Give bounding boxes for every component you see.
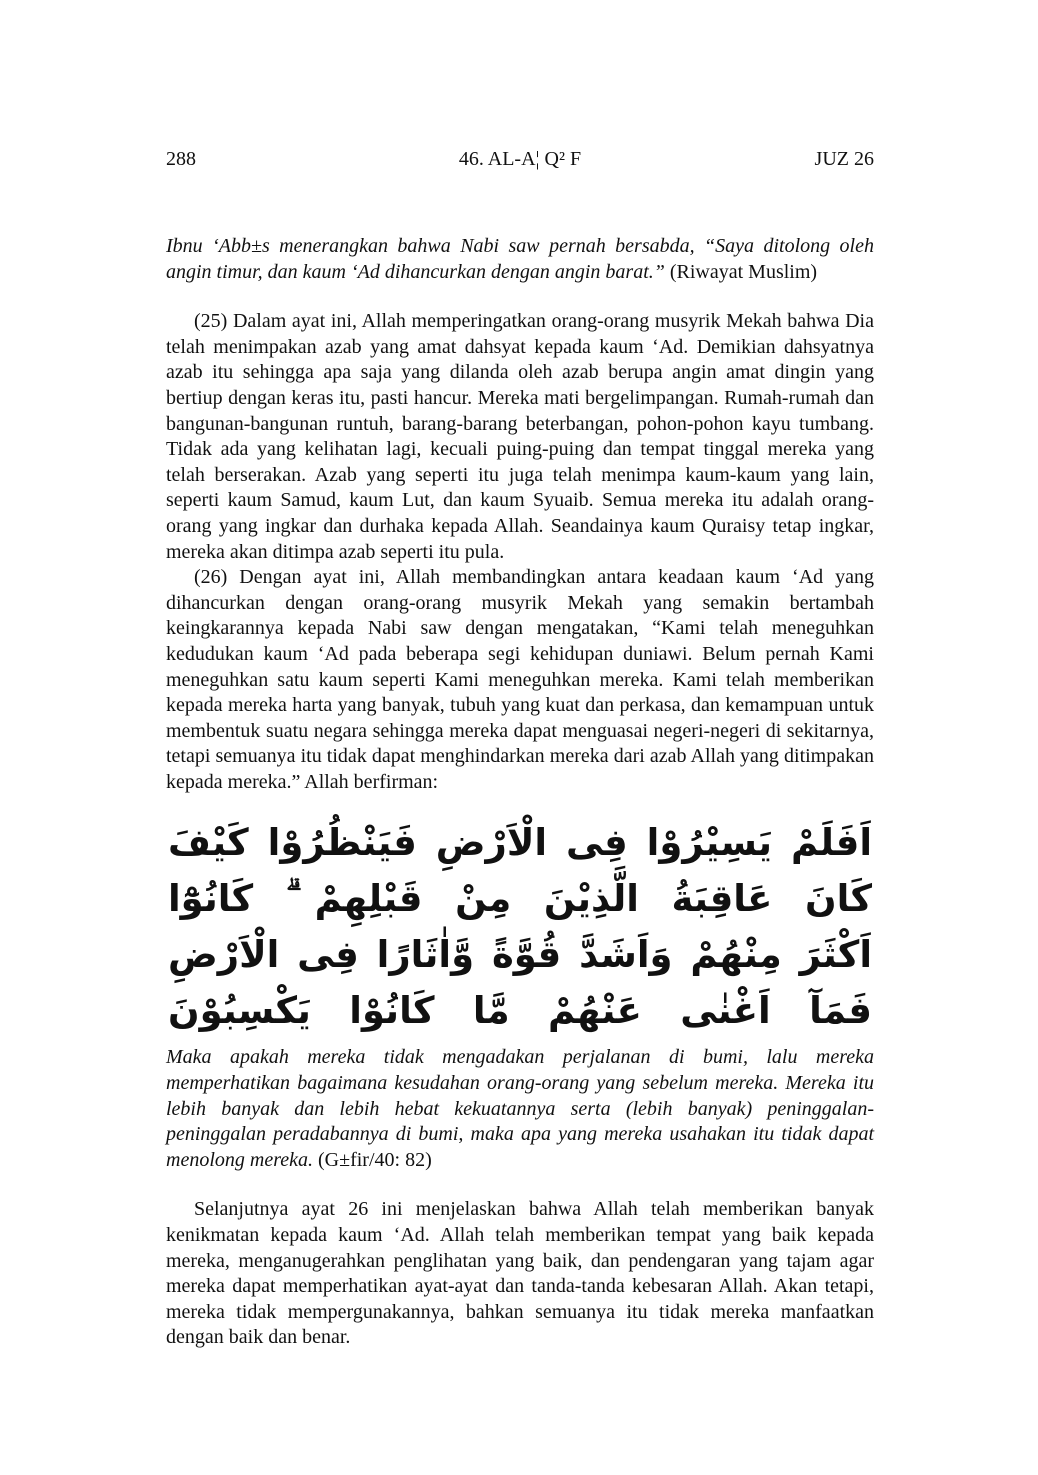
translation-source: (G±fir/40: 82) bbox=[313, 1148, 432, 1171]
paragraph-25: (25) Dalam ayat ini, Allah memperingatkan orang-orang musyrik Mekah bahwa Dia telah menimpakan azab yang amat dahsyat kepada kaum ‘Ad. Demikian dahsyatnya azab itu sehingga apa saja yang dilanda oleh azab berupa angin amat dingin yang bertiup dengan keras itu, pasti hancur. Mereka mati bergelimpangan. Rumah-rumah dan bangunan-bangunan runtuh, barang-barang beterbangan, pohon-pohon kayu tumbang. Tidak ada yang kelihatan lagi, kecuali puing-puing dan tempat tinggal mereka yang telah berserakan. Azab yang seperti itu juga telah menimpa kaum-kaum yang lain, seperti kaum Samud, kaum Lut, dan kaum Syuaib. Semua mereka itu adalah orang-orang yang ingkar dan durhaka kepada Allah. Seandainya kaum Quraisy tetap ingkar, mereka akan ditimpa azab seperti itu pula. bbox=[166, 310, 874, 563]
arabic-verse bbox=[166, 815, 874, 1039]
surah-title: 46. AL-A¦ Q² F bbox=[458, 148, 582, 170]
hadith-paragraph bbox=[166, 234, 874, 285]
translation-text: Maka apakah mereka tidak mengadakan perjalanan di bumi, lalu mereka memperhatikan bagaimana kesudahan orang-orang yang sebelum mereka. Mereka itu lebih banyak dan lebih hebat kekuatannya serta (lebih banyak) peninggalan-peninggalan peradabannya di bumi, maka apa yang mereka usahakan itu tidak dapat menolong mereka. bbox=[166, 1046, 874, 1171]
hadith-text: Ibnu ‘Abb±s menerangkan bahwa Nabi saw pernah bersabda, “Saya ditolong oleh angin timur, dan kaum ‘Ad dihancurkan dengan angin barat.” bbox=[166, 235, 874, 283]
page-body bbox=[166, 234, 874, 1351]
paragraph-final: Selanjutnya ayat 26 ini menjelaskan bahwa Allah telah memberikan banyak kenikmatan kepada kaum ‘Ad. Allah telah memberikan tempat yang baik kepada mereka, menganugerahkan penglihatan yang baik, dan pendengaran yang tajam agar mereka dapat memperhatikan ayat-ayat dan tanda-tanda kebesaran Allah. Akan tetapi, mereka tidak mempergunakannya, bahkan semuanya itu tidak mereka manfaatkan dengan baik dan benar. bbox=[166, 1198, 874, 1349]
juz-label: JUZ 26 bbox=[814, 148, 874, 170]
page-header bbox=[166, 146, 874, 172]
verse-translation bbox=[166, 1045, 874, 1173]
arabic-verse-line-1: اَفَلَمْ يَسِيْرُوْا فِى الْاَرْضِ فَيَنْظُرُوْا كَيْفَ كَانَ عَاقِبَةُ الَّذِيْنَ مِنْ قَبْلِهِمْ ۗ كَانُوْٓا bbox=[168, 821, 872, 921]
page-number: 288 bbox=[166, 148, 196, 170]
hadith-source: (Riwayat Muslim) bbox=[664, 260, 818, 283]
paragraph-26: (26) Dengan ayat ini, Allah membandingkan antara keadaan kaum ‘Ad yang dihancurkan dengan orang-orang musyrik Mekah yang semakin bertambah keingkarannya kepada Nabi saw dengan mengatakan, “Kami telah meneguhkan kedudukan kaum ‘Ad pada beberapa segi kehidupan duniawi. Belum pernah Kami meneguhkan satu kaum seperti Kami meneguhkan mereka. Kami telah memberikan kepada mereka harta yang banyak, tubuh yang kuat dan perkasa, dan kemampuan untuk membentuk suatu negara sehingga mereka dapat menguasai negeri-negeri di sekitarnya, tetapi semuanya itu tidak dapat menghindarkan mereka dari azab Allah yang ditimpakan kepada mereka.” Allah berfirman: bbox=[166, 566, 874, 793]
arabic-verse-line-2: اَكْثَرَ مِنْهُمْ وَاَشَدَّ قُوَّةً وَّاٰثَارًا فِى الْاَرْضِ فَمَآ اَغْنٰى عَنْهُمْ مَّا كَانُوْا يَكْسِبُوْنَ bbox=[168, 933, 872, 1033]
